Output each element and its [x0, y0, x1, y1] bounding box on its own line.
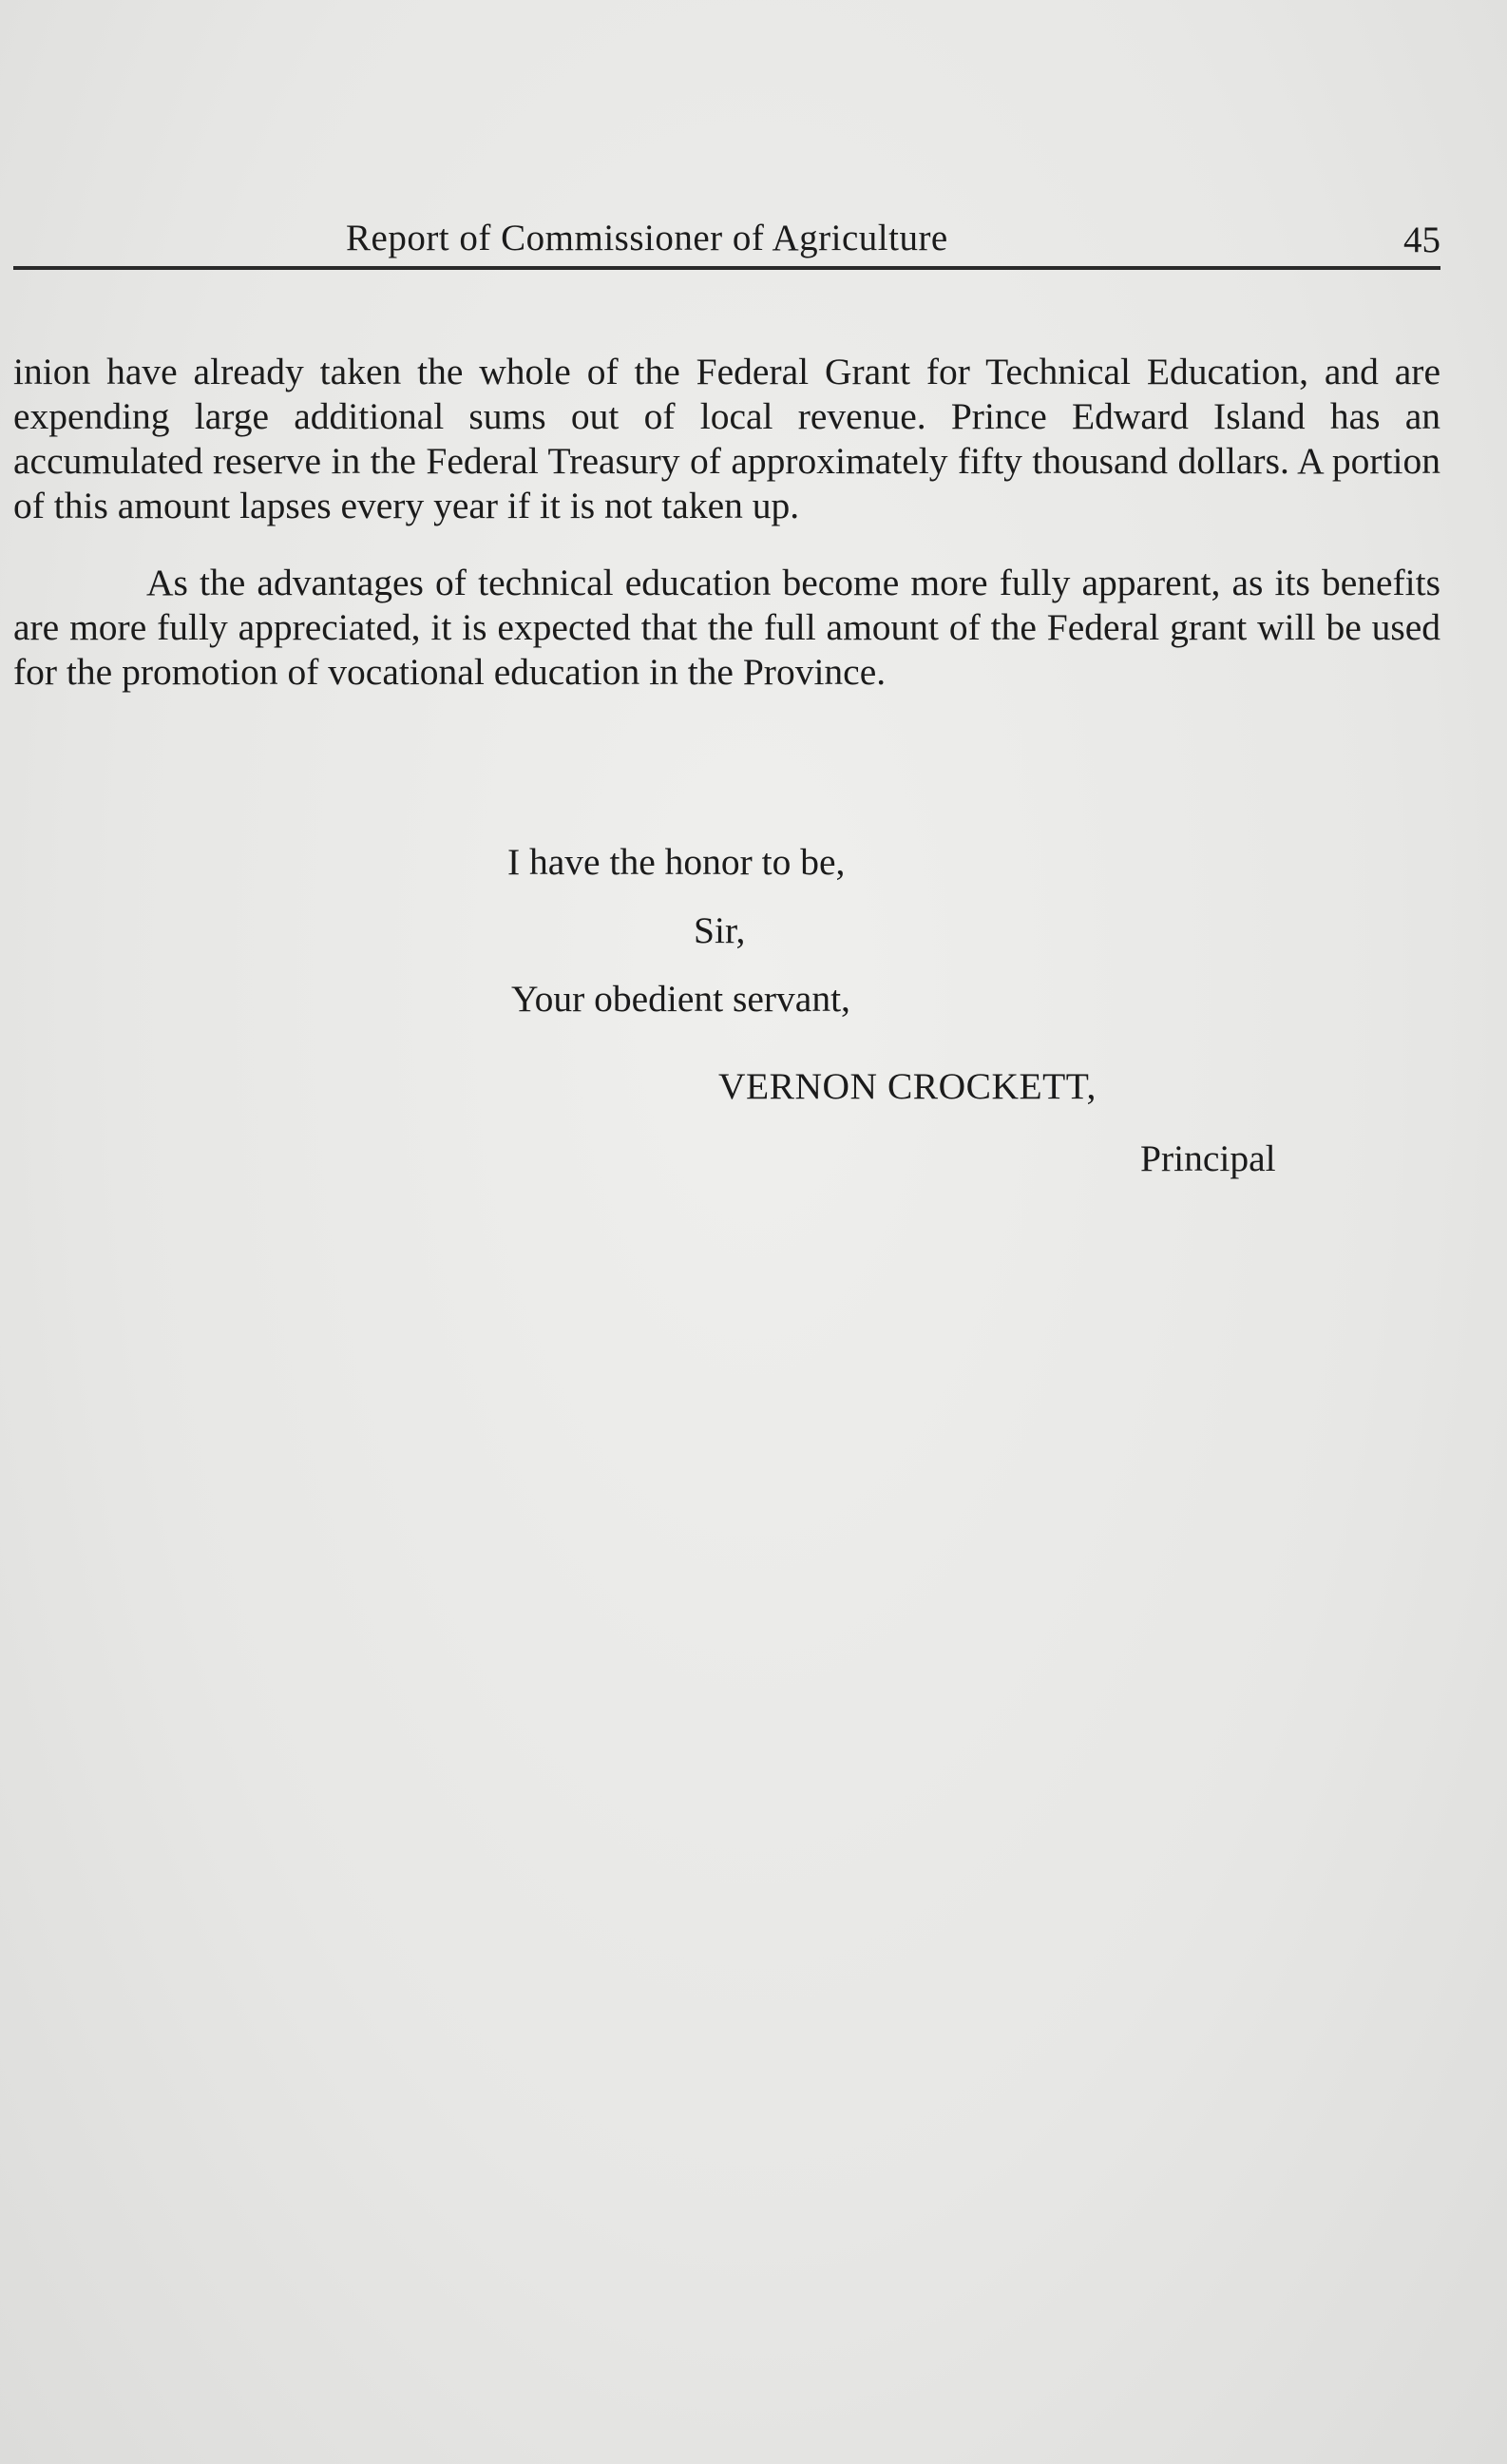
- closing-line-honor: I have the honor to be,: [507, 841, 846, 883]
- paragraph-1: inion have already taken the whole of the Federal Grant for Technical Education, and are expending large additional sums out of local revenue. Prince Edward Island has an accumulated reserve in the Federal Treasury of approximately fifty thousand dollars. A portion of this amount lapses every year if it is not taken up.: [13, 351, 1440, 526]
- header-title: Report of Commissioner of Agriculture: [346, 218, 948, 258]
- closing-line-servant: Your obedient servant,: [511, 978, 850, 1020]
- header-rule: [13, 266, 1440, 270]
- body-text: [13, 350, 1440, 695]
- signature-title: Principal: [1140, 1137, 1276, 1179]
- signature-name: VERNON CROCKETT,: [718, 1065, 1097, 1107]
- closing-line-salutation: Sir,: [694, 909, 746, 951]
- page-number: 45: [1403, 220, 1440, 260]
- running-head: [13, 209, 1440, 266]
- paragraph-2: As the advantages of technical education become more fully apparent, as its benefits are more fully appreciated, it is expected that the full amount of the Federal grant will be used for the promotion of vocational education in the Province.: [13, 562, 1440, 693]
